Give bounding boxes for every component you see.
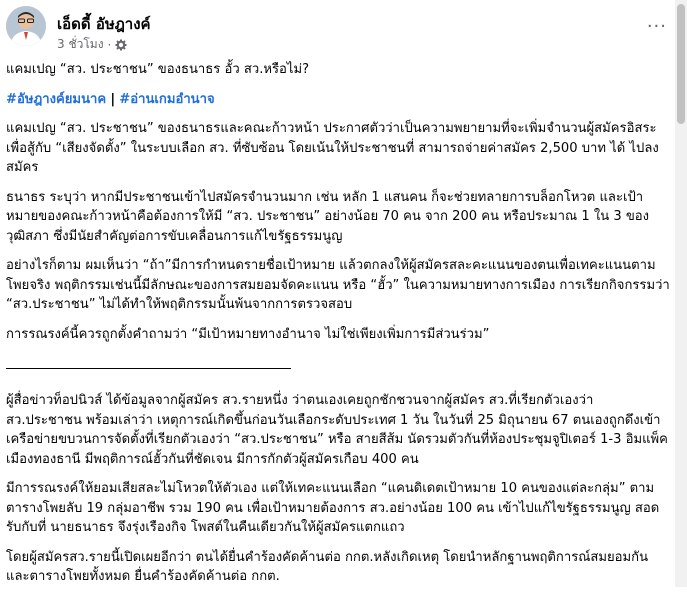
paragraph: มีการรณรงค์ให้ยอมเสียสละไม่โหวตให้ตัวเอง แต่ให้เทคะแนนเลือก “แคนดิเดตเป้าหมาย 10 คนของแต่ละกลุ่ม” ตามตารางโพยลับ 19 กลุ่มอาชีพ รวม 190 คน เพื่อเป้าหมายต้องการ สว.อย่างน้อย 100 คน เข้าไปแก้ไขรัฐธรรมนูญ สอดรับกับที่ นายธนาธร จึงรุ่งเรืองกิจ โพสต์ในคืนเดียวกันให้ผู้สมัครแตกแถว xyxy=(6,481,660,535)
settings-gear-icon[interactable] xyxy=(115,39,127,51)
author-avatar[interactable] xyxy=(6,6,46,46)
paragraph: ธนาธร ระบุว่า หากมีประชาชนเข้าไปสมัครจำนวนมาก เช่น หลัก 1 แสนคน ก็จะช่วยทลายการบล็อกโหวต และเป้าหมายของคณะก้าวหน้าคือต้องการให้มี “สว. ประชาชน” อย่างน้อย 70 คน จาก 200 คน หรือประมาณ 1 ใน 3 ของวุฒิสภา ซึ่งมีนัยสำคัญต่อการขับเคลื่อนการแก้ไขรัฐธรรมนูญ xyxy=(6,189,650,244)
hashtag-link[interactable]: #อัษฎางค์ยมนาค xyxy=(6,91,107,107)
meta-separator: · xyxy=(107,37,112,52)
post-time[interactable]: 3 ชั่วโมง xyxy=(57,37,104,51)
hashtag-separator: | xyxy=(110,91,116,107)
author-name[interactable]: เอ็ดดี้ อัษฎางค์ xyxy=(57,15,151,33)
divider-line xyxy=(6,368,291,369)
more-options-button[interactable]: ··· xyxy=(646,16,667,37)
post-title: แคมเปญ “สว. ประชาชน” ของธนาธร อั้ว สว.หรือไม่? xyxy=(6,62,310,77)
scrollbar-thumb[interactable] xyxy=(677,4,685,124)
post-body xyxy=(6,60,670,597)
paragraph: แคมเปญ “สว. ประชาชน” ของธนาธรและคณะก้าวหน้า ประกาศตัวว่าเป็นความพยายามที่จะเพิ่มจำนวนผู้สมัครอิสระ เพื่อสู้กับ “เสียงจัดตั้ง” ในระบบเลือก สว. ที่ซับซ้อน โดยเน้นให้ประชาชนที่ สามารถจ่ายค่าสมัคร 2,500 บาท ได้ ไปลงสมัคร xyxy=(6,121,659,175)
paragraph: อย่างไรก็ตาม ผมเห็นว่า “ถ้า”มีการกำหนดรายชื่อเป้าหมาย แล้วตกลงให้ผู้สมัครสละคะแนนของตนเพื่อเทคะแนนตามโพยจริง พฤติกรรมเช่นนี้มีลักษณะของการสมยอมจัดคะแนน หรือ “ฮั้ว” ในความหมายทางการเมือง การเรียกกิจกรรมว่า “สว.ประชาชน” ไม่ได้ทำให้พฤติกรรมนั้นพ้นจากการตรวจสอบ xyxy=(6,258,670,312)
person-icon xyxy=(6,6,46,46)
post-header xyxy=(0,0,675,62)
paragraph: ผู้สื่อข่าวท็อปนิวส์ ได้ข้อมูลจากผู้สมัคร สว.รายหนึ่ง ว่าตนเองเคยถูกชักชวนจากผู้สมัคร สว.ที่เรียกตัวเองว่า สว.ประชาชน พร้อมเล่าว่า เหตุการณ์เกิดขึ้นก่อนวันเลือกระดับประเทศ 1 วัน ในวันที่ 25 มิถุนายน 67 ตนเองถูกดึงเข้าเครือข่ายขบวนการจัดตั้งที่เรียกตัวเองว่า “สว.ประชาชน” หรือ สายสีส้ม นัดรวมตัวกันที่ห้องประชุมจูปิเตอร์ 1-3 อิมแพ็ค เมืองทองธานี มีพฤติการณ์ฮั้วกันที่ชัดเจน มีการกักตัวผู้สมัครเกือบ 400 คน xyxy=(6,393,668,467)
post-meta xyxy=(57,35,127,54)
scrollbar[interactable] xyxy=(675,0,687,587)
paragraph: โดยผู้สมัครสว.รายนี้เปิดเผยอีกว่า ตนได้ยื่นคำร้องคัดค้านต่อ กกต.หลังเกิดเหตุ โดยนำหลักฐานพฤติการณ์สมยอมกัน และตารางโพยทั้งหมด ยื่นคำร้องคัดค้านต่อ กกต. xyxy=(6,549,649,584)
hashtag-link[interactable]: #อ่านเกมอำนาจ xyxy=(119,91,215,107)
paragraph: การรณรงค์นี้ควรถูกตั้งคำถามว่า “มีเป้าหมายทางอำนาจ ไม่ใช่เพียงเพิ่มการมีส่วนร่วม” xyxy=(6,326,490,342)
hashtags xyxy=(6,90,670,110)
